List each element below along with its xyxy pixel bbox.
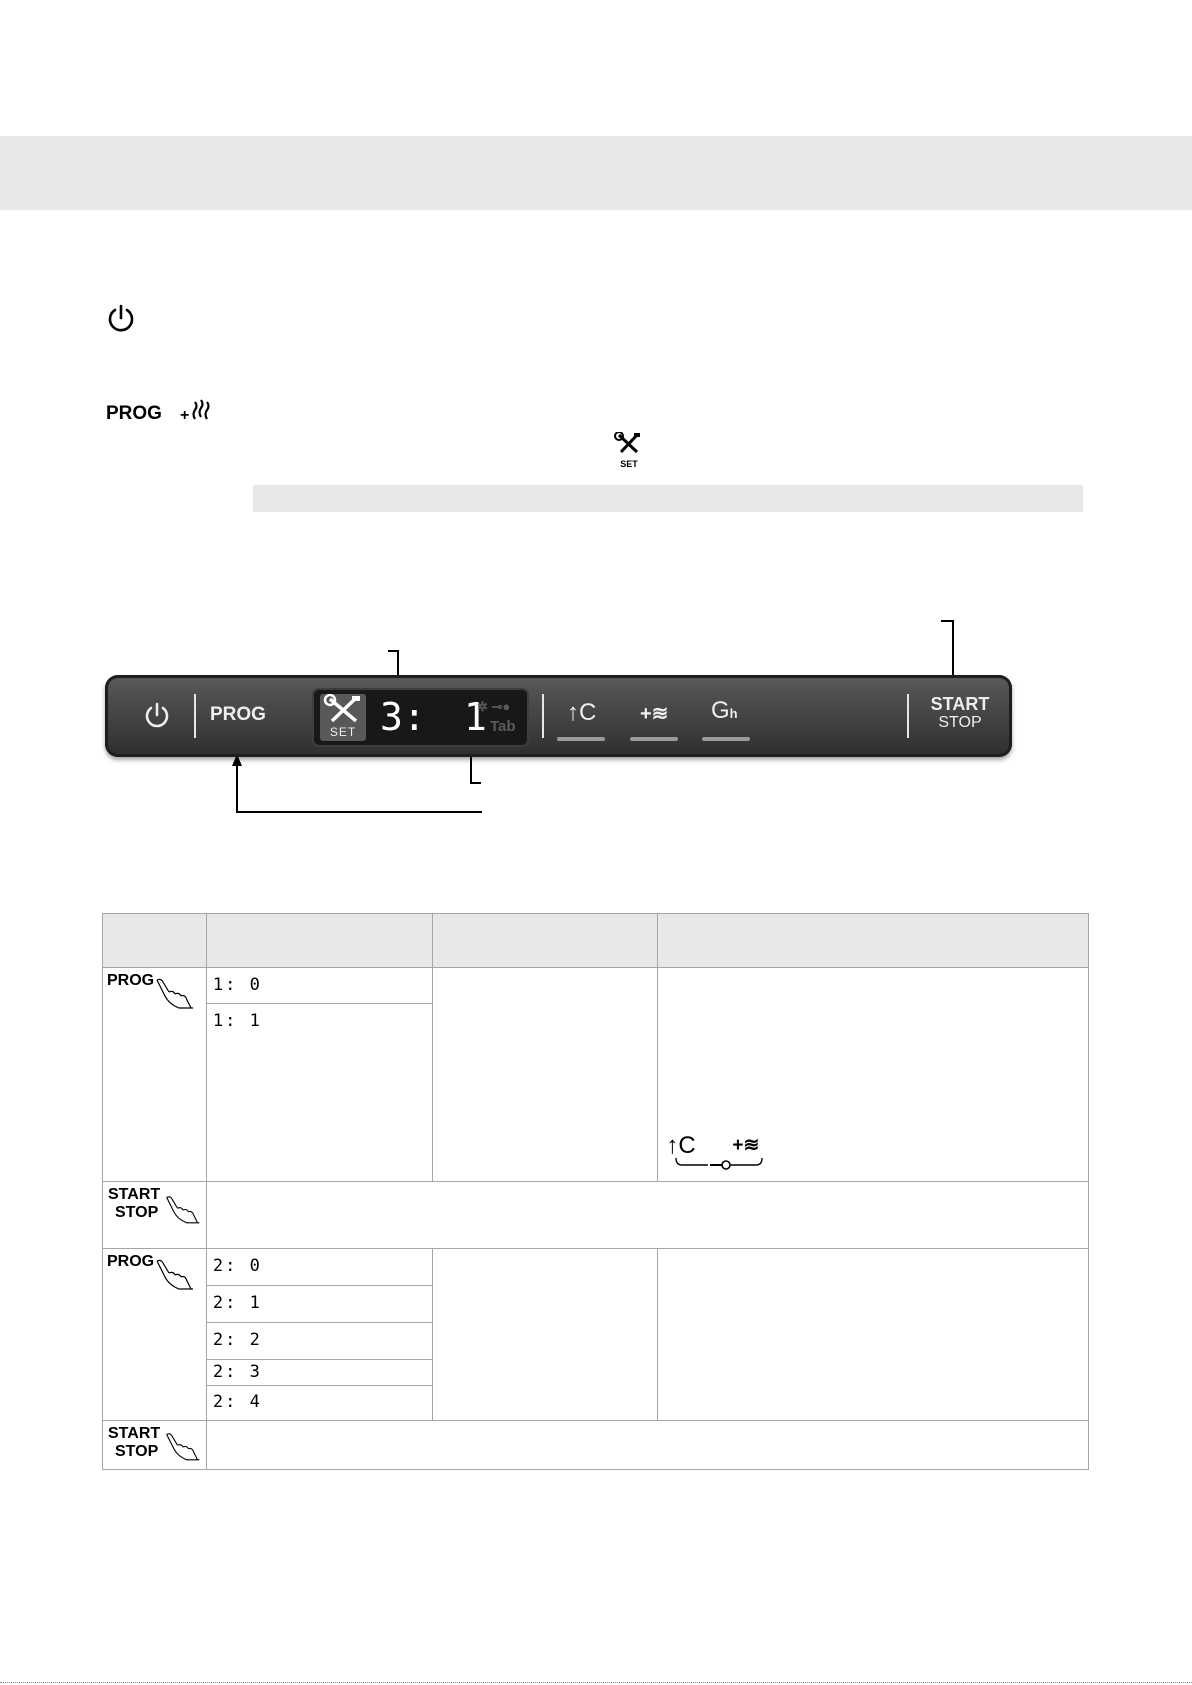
key-lock-combo	[664, 1132, 774, 1172]
value-cell: 1: 0	[206, 968, 432, 1004]
prog-press-cell	[103, 1249, 207, 1421]
finger-press-icon	[153, 1259, 197, 1293]
set-icon-label: SET	[620, 459, 638, 469]
temperature-button[interactable]: ↑C	[567, 699, 597, 726]
value-cell: 2: 0	[206, 1249, 432, 1286]
divider	[907, 694, 909, 738]
delay-underline	[702, 737, 750, 741]
confirm-text-cell	[206, 1182, 1088, 1249]
power-button[interactable]	[142, 701, 172, 731]
value-cell: 2: 1	[206, 1286, 432, 1323]
start-label: START	[108, 1425, 161, 1442]
prog-button[interactable]: PROG	[210, 704, 266, 725]
start-stop-button[interactable]	[920, 695, 1000, 732]
rinse-key-icons: ✲ ⊸●	[477, 699, 511, 714]
finger-press-icon	[163, 1431, 203, 1465]
table-row	[103, 1182, 1089, 1249]
notes-cell	[658, 1249, 1089, 1421]
prog-label: PROG	[106, 403, 162, 424]
delay-sub: h	[729, 706, 738, 721]
set-label: SET	[329, 725, 357, 739]
stop-label: STOP	[115, 1443, 159, 1460]
control-panel	[105, 675, 1012, 757]
temperature-underline	[557, 737, 605, 741]
temp-icon: ↑C	[666, 1132, 696, 1159]
heat-icon: +≋	[732, 1135, 760, 1156]
divider	[194, 694, 196, 738]
value-digit: 1	[464, 695, 487, 739]
delay-button[interactable]	[711, 697, 738, 725]
extra-dry-underline	[630, 737, 678, 741]
header-cell	[103, 914, 207, 968]
divider	[542, 694, 544, 738]
start-press-cell	[103, 1182, 207, 1249]
value-cell: 2: 4	[206, 1386, 432, 1421]
table-row	[103, 1249, 1089, 1286]
callout-prog	[237, 758, 482, 812]
description-cell	[432, 1249, 658, 1421]
prog-label: PROG	[107, 972, 155, 989]
header-cell	[432, 914, 658, 968]
value-cell: 2: 3	[206, 1360, 432, 1386]
start-press-cell	[103, 1421, 207, 1470]
stop-label: STOP	[115, 1204, 159, 1221]
confirm-text-cell	[206, 1421, 1088, 1470]
start-label: START	[930, 694, 990, 714]
notes-cell	[658, 968, 1089, 1182]
prog-label: PROG	[107, 1253, 155, 1270]
svg-text:+: +	[180, 407, 190, 424]
start-label: START	[108, 1186, 161, 1203]
menu-digit: 3:	[380, 695, 426, 739]
stop-label: STOP	[938, 714, 982, 731]
header-cell	[206, 914, 432, 968]
set-indicator	[320, 694, 366, 741]
table-row	[103, 968, 1089, 1004]
table-header-row	[103, 914, 1089, 968]
extra-dry-button[interactable]: +≋	[640, 703, 669, 725]
settings-table	[102, 913, 1089, 1470]
tab-label: Tab	[490, 718, 516, 735]
finger-press-icon	[153, 978, 197, 1012]
prog-press-cell	[103, 968, 207, 1182]
header-cell	[658, 914, 1089, 968]
lcd-display	[314, 690, 527, 745]
footer-rule	[0, 1682, 1192, 1683]
value-cell: 2: 2	[206, 1323, 432, 1360]
value-cell: 1: 1	[206, 1004, 432, 1182]
finger-press-icon	[163, 1194, 203, 1228]
table-row	[103, 1421, 1089, 1470]
description-cell	[432, 968, 658, 1182]
key-icon	[674, 1158, 764, 1172]
delay-label: G	[711, 697, 730, 724]
